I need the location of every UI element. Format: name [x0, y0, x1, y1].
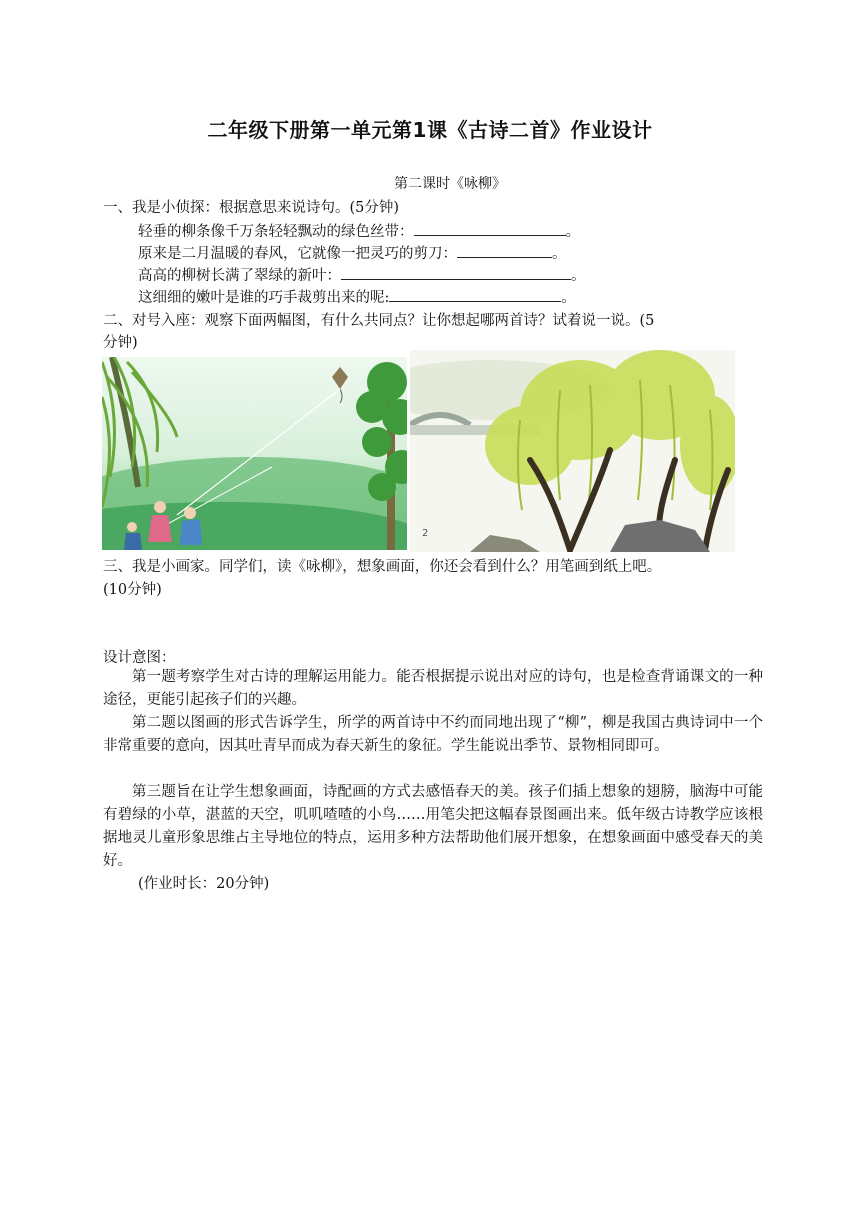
answer-blank[interactable]	[414, 221, 566, 236]
q1-item-text: 高高的柳树长满了翠绿的新叶：	[138, 268, 341, 284]
kite-willow-illustration	[102, 357, 407, 550]
q1-item-end: 。	[552, 246, 567, 262]
q1-item-end: 。	[561, 290, 576, 306]
willow-bridge-illustration	[410, 350, 735, 552]
q1-heading: 一、我是小侦探：根据意思来说诗句。(5分钟)	[103, 200, 400, 216]
q3-heading: 三、我是小画家。同学们，读《咏柳》，想象画面，你还会看到什么？用笔画到纸上吧。	[103, 559, 662, 575]
design-heading: 设计意图：	[103, 650, 176, 666]
q1-item	[138, 220, 580, 241]
q1-item	[138, 264, 586, 285]
q1-item-text: 原来是二月温暖的春风，它就像一把灵巧的剪刀：	[138, 246, 457, 262]
answer-blank[interactable]	[389, 287, 561, 302]
q2-heading: 二、对号入座：观察下面两幅图，有什么共同点？让你想起哪两首诗？试着说一说。(5	[103, 313, 655, 329]
design-paragraph: 第一题考察学生对古诗的理解运用能力。能否根据提示说出对应的诗句，也是检查背诵课文的一种途径，更能引起孩子们的兴趣。	[103, 669, 763, 708]
q1-item-text: 这细细的嫩叶是谁的巧手裁剪出来的呢:	[138, 290, 390, 306]
answer-blank[interactable]	[341, 265, 571, 280]
homework-duration: (作业时长：20分钟)	[138, 876, 270, 892]
q1-item-end: 。	[571, 268, 586, 284]
q1-item-text: 轻垂的柳条像千万条轻轻飘动的绿色丝带：	[138, 224, 414, 240]
q2-heading-cont: 分钟)	[103, 335, 138, 351]
document-title: 二年级下册第一单元第1课《古诗二首》作业设计	[207, 118, 653, 142]
q1-item	[138, 242, 567, 263]
answer-blank[interactable]	[457, 243, 552, 258]
q1-item	[138, 286, 576, 307]
q1-item-end: 。	[565, 224, 580, 240]
lesson-subtitle: 第二课时《咏柳》	[394, 176, 506, 192]
q3-heading-cont: (10分钟)	[103, 582, 162, 598]
image-number: 2	[422, 528, 429, 539]
design-paragraph: 第三题旨在让学生想象画面，诗配画的方式去感悟春天的美。孩子们插上想象的翅膀，脑海中可能有碧绿的小草，湛蓝的天空，叽叽喳喳的小鸟……用笔尖把这幅春景图画出来。低年级古诗教学应该根据地灵儿童形象思维占主导地位的特点，运用多种方法帮助他们展开想象，在想象画面中感受春天的美好。	[103, 784, 763, 869]
design-paragraph: 第二题以图画的形式告诉学生，所学的两首诗中不约而同地出现了“柳”，柳是我国古典诗词中一个非常重要的意向，因其吐青早而成为春天新生的象征。学生能说出季节、景物相同即可。	[103, 715, 763, 754]
